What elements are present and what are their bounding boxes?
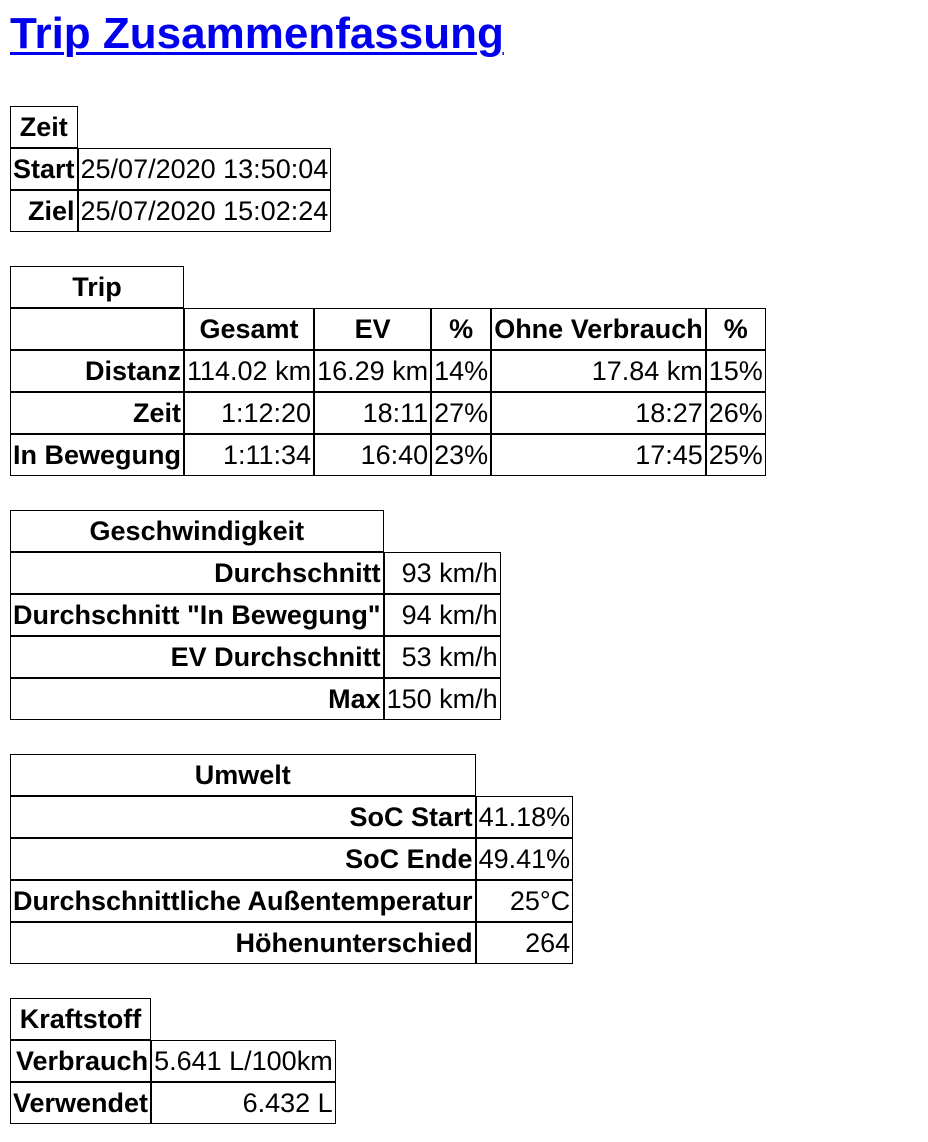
cell: 17.84 km (491, 350, 706, 392)
row-value: 25/07/2020 15:02:24 (78, 190, 332, 232)
row-label: Durchschnittliche Außentemperatur (10, 880, 476, 922)
table-row (10, 636, 501, 678)
table-header-row (10, 308, 766, 350)
table-row (10, 392, 766, 434)
row-value: 25°C (476, 880, 574, 922)
row-value: 25/07/2020 13:50:04 (78, 148, 332, 190)
row-label: Start (10, 148, 78, 190)
row-label: In Bewegung (10, 434, 184, 476)
title-link[interactable]: Trip Zusammenfassung (10, 9, 504, 58)
row-value: 93 km/h (384, 552, 501, 594)
kraftstoff-header: Kraftstoff (10, 998, 151, 1040)
table-row (10, 510, 501, 552)
row-value: 150 km/h (384, 678, 501, 720)
cell: 23% (431, 434, 491, 476)
cell: 1:11:34 (184, 434, 314, 476)
row-label: EV Durchschnitt (10, 636, 384, 678)
geschwindigkeit-header: Geschwindigkeit (10, 510, 384, 552)
row-label: SoC Start (10, 796, 476, 838)
table-row (10, 796, 573, 838)
row-label: Distanz (10, 350, 184, 392)
cell: 26% (706, 392, 766, 434)
table-row (10, 838, 573, 880)
table-row (10, 1040, 336, 1082)
row-label: Höhenunterschied (10, 922, 476, 964)
page-title (10, 6, 918, 62)
cell: 114.02 km (184, 350, 314, 392)
trip-header: Trip (10, 266, 184, 308)
row-label: Durchschnitt "In Bewegung" (10, 594, 384, 636)
row-value: 5.641 L/100km (151, 1040, 336, 1082)
umwelt-table (10, 754, 573, 964)
cell: 14% (431, 350, 491, 392)
column-header: Ohne Verbrauch (491, 308, 706, 350)
cell: 25% (706, 434, 766, 476)
column-header: % (706, 308, 766, 350)
trip-table (10, 266, 766, 476)
table-row (10, 754, 573, 796)
column-header: Gesamt (184, 308, 314, 350)
row-value: 94 km/h (384, 594, 501, 636)
kraftstoff-table (10, 998, 336, 1124)
row-value: 41.18% (476, 796, 574, 838)
row-label: Durchschnitt (10, 552, 384, 594)
table-row (10, 1082, 336, 1124)
table-row (10, 266, 766, 308)
row-label: Verbrauch (10, 1040, 151, 1082)
cell: 15% (706, 350, 766, 392)
cell: 17:45 (491, 434, 706, 476)
table-row (10, 350, 766, 392)
table-row (10, 922, 573, 964)
column-header: EV (314, 308, 431, 350)
table-row (10, 148, 331, 190)
umwelt-header: Umwelt (10, 754, 476, 796)
cell: 16.29 km (314, 350, 431, 392)
table-row (10, 678, 501, 720)
cell: 18:11 (314, 392, 431, 434)
cell: 1:12:20 (184, 392, 314, 434)
column-header: % (431, 308, 491, 350)
cell: 16:40 (314, 434, 431, 476)
row-label: SoC Ende (10, 838, 476, 880)
row-value: 264 (476, 922, 574, 964)
zeit-header: Zeit (10, 106, 78, 148)
cell: 18:27 (491, 392, 706, 434)
table-row (10, 434, 766, 476)
cell: 27% (431, 392, 491, 434)
table-row (10, 106, 331, 148)
row-value: 6.432 L (151, 1082, 336, 1124)
blank-cell (10, 308, 184, 350)
row-label: Zeit (10, 392, 184, 434)
table-row (10, 190, 331, 232)
table-row (10, 880, 573, 922)
geschwindigkeit-table (10, 510, 501, 720)
table-row (10, 594, 501, 636)
row-value: 49.41% (476, 838, 574, 880)
table-row (10, 998, 336, 1040)
zeit-table (10, 106, 331, 232)
row-label: Max (10, 678, 384, 720)
row-label: Verwendet (10, 1082, 151, 1124)
table-row (10, 552, 501, 594)
row-value: 53 km/h (384, 636, 501, 678)
row-label: Ziel (10, 190, 78, 232)
